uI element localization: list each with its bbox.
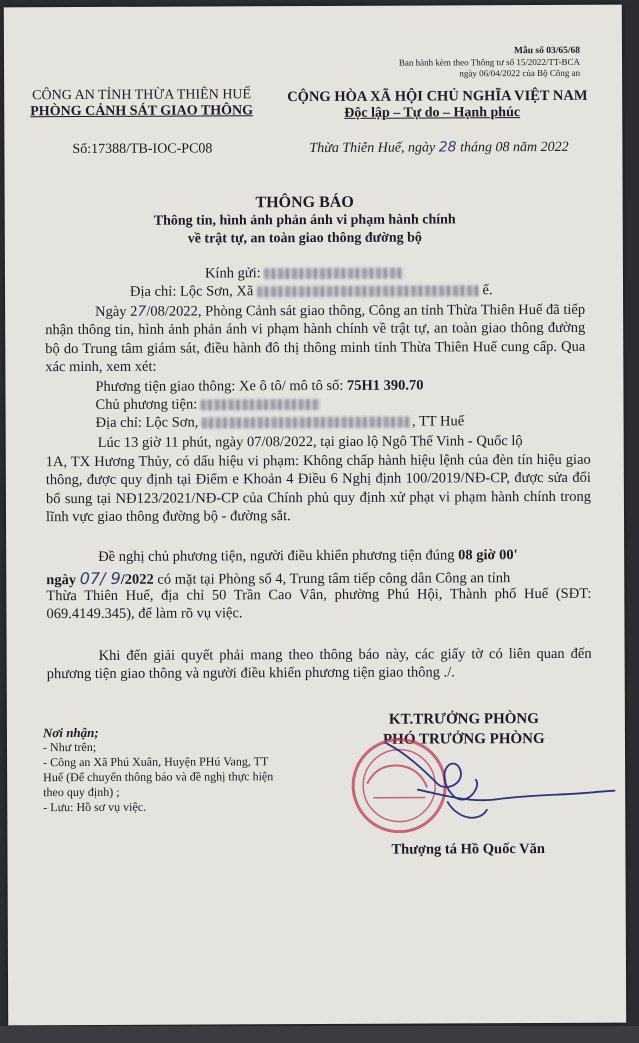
- para2-first: Lúc 13 giờ 11 phút, ngày 07/08/2022, tại giao lộ Ngô Thế Vinh - Quốc lộ: [97, 433, 523, 451]
- para3-date-label: ngày: [46, 572, 77, 589]
- redacted-name: [264, 268, 404, 280]
- doc-number: Số:17388/TB-IOC-PC08: [72, 141, 213, 158]
- recipients-label: Nơi nhận;: [42, 724, 99, 741]
- owner-address-line: [96, 413, 465, 432]
- bottom-dark-strip: [0, 1026, 639, 1043]
- place-date-suffix: tháng 08 năm 2022: [460, 139, 569, 156]
- kinh-gui-label: Kính gửi:: [204, 265, 261, 282]
- redacted-owner: [201, 399, 321, 411]
- recipients-block: [43, 724, 273, 815]
- form-issued-line2: ngày 06/04/2022 của Bộ Công an: [459, 67, 581, 79]
- signature-scribble-icon: [387, 743, 615, 818]
- place-date-day: 28: [438, 139, 457, 156]
- redacted-address: [257, 285, 479, 297]
- recipient-address-label: Địa chỉ: Lộc Sơn, Xã: [129, 283, 254, 300]
- paragraph-2: 1A, TX Hương Thủy, có dấu hiệu vi phạm: Không chấp hành hiệu lệnh của đèn tín hiệu giao thông, được quy định tại Điểm e Khoản 4 Điều 6 Nghị định 100/2019/NĐ-CP, được sửa đổi bổ sung tại NĐ123/2021/NĐ-CP của Chính phủ quy định xử phạt vi phạm hành chính trong lĩnh vực giao thông đường bộ - đường sắt.: [45, 451, 591, 526]
- para1-text: /08/2022, Phòng Cảnh sát giao thông, Công an tỉnh Thừa Thiên Huế đã tiếp nhận thông tin, hình ảnh phản ánh vi phạm hành chính về trật tự, an toàn giao thông đường bộ do Trung tâm giám sát, điều hành đô thị thông minh tỉnh Thừa Thiên Huế cung cấp. Qua xác minh, xem xét:: [45, 301, 586, 376]
- form-issued-line1: Ban hành kèm theo Thông tư số 15/2022/TT-BCA: [398, 56, 581, 68]
- vehicle-plate: 75H1 390.70: [346, 377, 424, 394]
- owner-line: [95, 396, 320, 414]
- agency-name: PHÒNG CẢNH SÁT GIAO THÔNG: [30, 103, 254, 120]
- redacted-owner-address: [202, 417, 412, 429]
- nation-line2: [344, 105, 520, 122]
- sig-line2: PHÓ TRƯỞNG PHÒNG: [382, 731, 545, 748]
- recipients-item1: - Như trên;: [42, 739, 97, 755]
- doc-title: THÔNG BÁO: [255, 193, 354, 212]
- form-code-block: [399, 45, 580, 80]
- nation-motto: Độc lập – Tự do – Hạnh phúc: [344, 105, 521, 121]
- vehicle-line: [95, 378, 423, 396]
- doc-subtitle2: về trật tự, an toàn giao thông đường bộ: [187, 230, 422, 247]
- form-code: Mẫu số 03/65/68: [513, 45, 580, 57]
- recipients-item2-l2: Huế (Để chuyển thông báo và đề nghị thực hiện: [43, 769, 274, 785]
- para3-first: [98, 547, 518, 566]
- para1-prefix: Ngày 2: [95, 303, 138, 320]
- place-date-prefix: Thừa Thiên Huế, ngày: [309, 140, 436, 157]
- para3-date-hand: 07/ 9: [79, 568, 121, 589]
- agency-line2: [30, 103, 253, 120]
- sig-line1: KT.TRƯỞNG PHÒNG: [388, 711, 539, 728]
- signer-name: Thượng tá Hồ Quốc Văn: [391, 841, 545, 858]
- kinh-gui: [205, 265, 404, 283]
- doc-subtitle1: Thông tin, hình ảnh phản ánh vi phạm hành chính: [153, 212, 456, 229]
- nation-line1: CỘNG HÒA XÃ HỘI CHỦ NGHĨA VIỆT NAM: [287, 87, 588, 106]
- paragraph-4: Khi đến giải quyết phải mang theo thông báo này, các giấy tờ có liên quan đến phương tiện giao thông và người điều khiển phương tiện giao thông ./.: [46, 645, 592, 683]
- para3-mid: có mặt tại Phòng số 4, Trung tâm tiếp công dân Công an tỉnh: [157, 570, 511, 588]
- paragraph-1: [45, 301, 585, 377]
- owner-address-label: Địa chỉ: Lộc Sơn,: [95, 414, 199, 431]
- document-page: [4, 5, 626, 1026]
- recipients-item3: - Lưu: Hồ sơ vụ việc.: [43, 799, 147, 815]
- place-date: [309, 139, 568, 157]
- seal-and-signature: [347, 723, 618, 844]
- recipients-item2-l1: - Công an Xã Phú Xuân, Huyện PHú Vang, TT: [43, 754, 269, 770]
- para3-year: /2022: [120, 571, 154, 588]
- red-seal-icon: [353, 739, 445, 831]
- para1-day-hand: 7: [137, 303, 147, 320]
- para3-time: 08 giờ 00': [458, 547, 518, 564]
- recipients-item2-l3: theo quy định) ;: [43, 784, 120, 800]
- owner-label: Chủ phương tiện:: [95, 396, 198, 413]
- owner-address-end: , TT Huế: [411, 413, 465, 430]
- para3-first-text: Đề nghị chủ phương tiện, người điều khiển phương tiện đúng: [98, 547, 455, 565]
- agency-line1: CÔNG AN TỈNH THỪA THIÊN HUẾ: [32, 87, 252, 104]
- vehicle-label: Phương tiện giao thông: Xe ô tô/ mô tô số:: [95, 377, 344, 395]
- recipient-address-end: ế.: [482, 282, 493, 299]
- paragraph-3: Thừa Thiên Huế, địa chỉ 50 Trần Cao Vân, phường Phú Hội, Thành phố Huế (SĐT: 069.4149.345), để làm rõ vụ việc.: [46, 585, 592, 623]
- recipient-address: [130, 282, 493, 301]
